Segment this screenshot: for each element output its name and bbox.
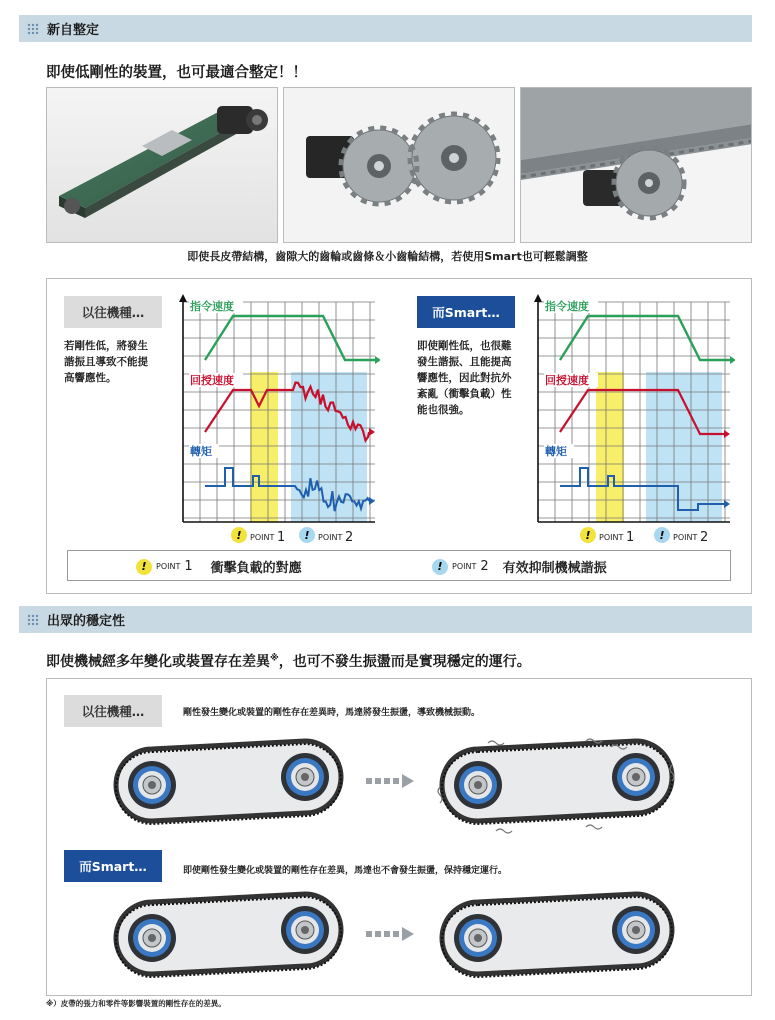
old-model-desc [64, 338, 148, 386]
tag-smart-2: 而Smart… [64, 850, 162, 882]
exclamation-icon: ! [136, 559, 152, 575]
desc-line: 響應性，因此對抗外 [417, 372, 512, 384]
belt-vibrating-illustration [436, 735, 681, 835]
desc-line: 高響應性。 [64, 372, 117, 384]
point-number: 1 [184, 559, 193, 574]
point-word: POINT [673, 533, 698, 542]
point-word: POINT [250, 533, 275, 542]
point2-marker [654, 527, 708, 545]
belt-stable-illustration-smart-after [436, 888, 681, 988]
point-word: POINT [452, 562, 477, 571]
label-feedback-speed: 回授速度 [190, 374, 234, 387]
section-title: 新自整定 [47, 23, 100, 38]
section-header-stability [19, 606, 752, 633]
dots-icon [27, 614, 41, 626]
tag-old-model-2: 以往機種… [64, 695, 162, 727]
exclamation-icon: ! [432, 559, 448, 575]
point-word: POINT [599, 533, 624, 542]
point-number: 2 [480, 559, 489, 574]
dots-icon [27, 23, 41, 35]
headline-sup: ※ [270, 653, 279, 664]
point-number: 1 [626, 530, 635, 545]
point1-marker [231, 527, 285, 545]
exclamation-icon: ! [236, 529, 242, 542]
headline-main: 即使機械經多年變化或裝置存在差異 [46, 654, 270, 670]
legend-point1 [136, 557, 302, 576]
point2-marker [299, 527, 353, 545]
legend1-label: 衝擊負載的對應 [210, 561, 302, 576]
section-title: 出眾的穩定性 [47, 614, 126, 629]
headline-tuning: 即使低剛性的裝置，也可最適合整定！！ [46, 65, 307, 81]
headline-stability [46, 651, 531, 671]
arrow-icon [375, 356, 380, 364]
legend-point2 [432, 557, 607, 576]
rack-pinion-image [521, 88, 752, 243]
arrow-right-icon [366, 773, 416, 789]
exclamation-icon: ! [585, 529, 591, 542]
arrow-icon [369, 428, 375, 436]
arrow-icon [724, 500, 730, 508]
headline-tail: ，也可不發生振盪而是實現穩定的運行。 [278, 654, 531, 670]
belt-stable-illustration-smart [110, 888, 350, 988]
smart-belt-desc: 即使剛性發生變化或裝置的剛性存在差異，馬達也不會發生振盪，保持穩定運行。 [183, 866, 508, 876]
tag-old-model: 以往機種… [64, 296, 162, 328]
label-torque: 轉矩 [545, 445, 567, 458]
label-torque: 轉矩 [190, 445, 212, 458]
smart-desc [417, 338, 512, 418]
footnote: ※）皮帶的張力和零件等影響裝置的剛性存在的差異。 [46, 999, 226, 1008]
section-header-tuning [19, 15, 752, 42]
axis-arrow-icon [534, 294, 542, 302]
photo-gears [283, 87, 515, 243]
smart-chart [530, 294, 735, 549]
desc-line: 發生諧振、且能提高 [417, 356, 512, 368]
exclamation-icon: ! [659, 529, 665, 542]
point2-highlight [646, 372, 722, 522]
arrow-icon [369, 497, 375, 505]
arrow-icon [730, 356, 735, 364]
belt-stable-illustration-old [110, 735, 350, 835]
point-word: POINT [318, 533, 343, 542]
desc-line: 能也很強。 [417, 404, 470, 416]
photo-caption: 即使長皮帶結構，齒隙大的齒輪或齒條＆小齒輪結構，若使用Smart也可輕鬆調整 [187, 250, 588, 263]
photo-belt-conveyor [46, 87, 278, 243]
point1-marker [580, 527, 634, 545]
old-model-chart [175, 294, 380, 549]
tag-smart: 而Smart… [417, 296, 515, 328]
axis-arrow-icon [179, 294, 187, 302]
desc-line: 紊亂（衝擊負載）性 [417, 388, 512, 400]
point-number: 2 [700, 530, 709, 545]
arrow-right-icon [366, 926, 416, 942]
label-feedback-speed: 回授速度 [545, 374, 589, 387]
point-number: 2 [345, 530, 354, 545]
gears-image [284, 88, 515, 243]
photo-rack-pinion [520, 87, 752, 243]
legend2-label: 有效抑制機械諧振 [502, 561, 607, 576]
label-command-speed: 指令速度 [190, 300, 234, 313]
label-command-speed: 指令速度 [545, 300, 589, 313]
arrow-icon [724, 430, 730, 438]
exclamation-icon: ! [304, 529, 310, 542]
desc-line: 若剛性低，將發生 [64, 340, 148, 352]
old-model-belt-desc: 剛性發生變化或裝置的剛性存在差異時，馬達將發生振盪，導致機械振動。 [183, 708, 481, 718]
desc-line: 諧振且導致不能提 [64, 356, 148, 368]
belt-conveyor-image [47, 88, 278, 243]
point-word: POINT [156, 562, 181, 571]
point-number: 1 [277, 530, 286, 545]
point1-highlight [596, 372, 624, 522]
desc-line: 即使剛性低，也很難 [417, 340, 512, 352]
